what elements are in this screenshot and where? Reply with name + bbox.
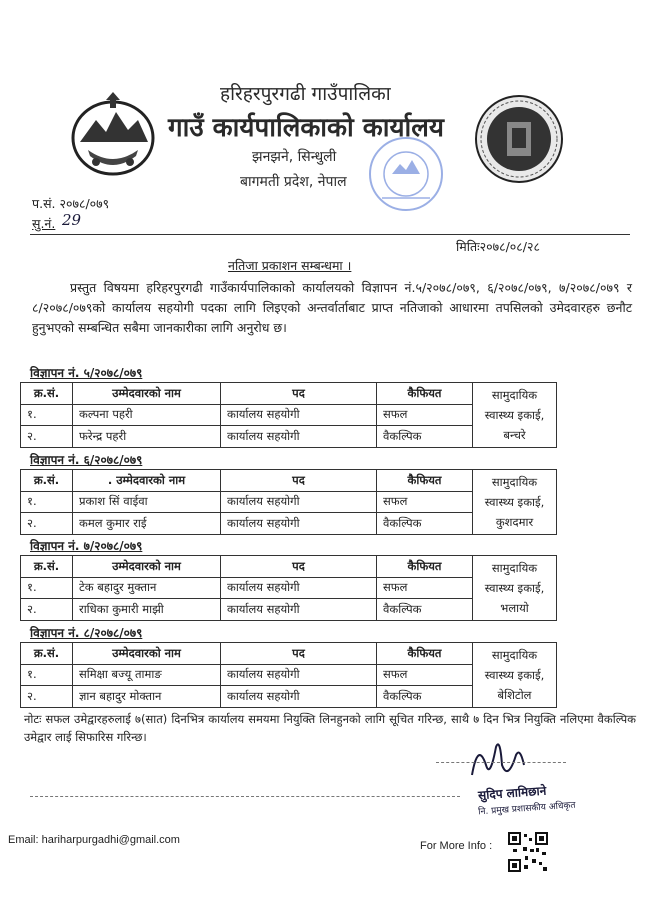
office-province: बागमती प्रदेश, नेपाल [240, 174, 347, 190]
candidate-name-cell: राधिका कुमारी माझी [73, 599, 221, 621]
candidate-name-cell: ज्ञान बहादुर मोक्तान [73, 686, 221, 708]
candidate-name-cell: प्रकाश सिं वाईवा [73, 491, 221, 513]
nepal-emblem-logo [66, 90, 160, 180]
post-header: पद [221, 470, 377, 492]
results-table [20, 555, 557, 621]
signature [468, 735, 528, 783]
municipality-seal-logo [474, 94, 564, 184]
post-cell: कार्यालय सहयोगी [221, 491, 377, 513]
more-info-label: For More Info : [420, 840, 493, 852]
office-stamp [362, 132, 450, 216]
health-unit-cell [473, 383, 557, 448]
remarks-header: कैफियत [377, 470, 473, 492]
sn-cell: १. [21, 491, 73, 513]
sn-header: क्र.सं. [21, 383, 73, 405]
advertisement-number: विज्ञापन नं. ८/२०७८/०७९ [30, 626, 143, 640]
footer-divider [30, 796, 460, 797]
sn-header: क्र.सं. [21, 470, 73, 492]
sn-header: क्र.सं. [21, 556, 73, 578]
name-header: . उम्मेदवारको नाम [73, 470, 221, 492]
post-header: पद [221, 556, 377, 578]
health-unit-line: सामुदायिक [491, 648, 538, 662]
sn-header: क्र.सं. [21, 643, 73, 665]
health-unit-line: स्वास्थ्य इकाई, [484, 668, 545, 682]
sn-cell: २. [21, 426, 73, 448]
signatory-name: सुदिप लामिछाने [477, 783, 547, 803]
name-header: उम्मेदवारको नाम [73, 556, 221, 578]
header-divider [30, 234, 630, 235]
advertisement-number: विज्ञापन नं. ५/२०७८/०७९ [30, 366, 143, 380]
post-header: पद [221, 643, 377, 665]
name-header: उम्मेदवारको नाम [73, 383, 221, 405]
sn-cell: २. [21, 686, 73, 708]
post-cell: कार्यालय सहयोगी [221, 599, 377, 621]
remarks-header: कैफियत [377, 643, 473, 665]
candidate-name-cell: समिक्षा बज्यू तामाङ [73, 664, 221, 686]
health-unit-line: बन्चरे [503, 428, 526, 442]
sn-cell: १. [21, 664, 73, 686]
qr-code [508, 832, 548, 872]
status-cell: सफल [377, 404, 473, 426]
post-cell: कार्यालय सहयोगी [221, 513, 377, 535]
health-unit-line: भलायो [500, 601, 529, 615]
post-cell: कार्यालय सहयोगी [221, 577, 377, 599]
subject-line: नतिजा प्रकाशन सम्बन्धमा । [228, 258, 352, 273]
status-cell: वैकल्पिक [377, 599, 473, 621]
contact-email: Email: hariharpurgadhi@gmail.com [8, 834, 180, 846]
fiscal-year: प.सं. २०७८/०७९ [32, 196, 110, 211]
health-unit-line: सामुदायिक [491, 561, 538, 575]
body-paragraph: प्रस्तुत विषयमा हरिहरपुरगढी गाउँकार्यपालिकाको कार्यालयको विज्ञापन नं.५/२०७८/०७९, ६/२०७८/०७९, ७/२०७८/०७९ र ८/२०७८/०७९को कार्यालय सहयोगी पदका लागि लिइएको अन्तर्वार्ताबाट प्राप्त नतिजाको आधारमा तपसिलको उमेदवारहरु छनौट हुनुभएको सम्बन्धित सबैमा जानकारीका लागि अनुरोध छ। [32, 280, 632, 335]
table-header-row [21, 383, 557, 405]
results-table [20, 469, 557, 535]
post-cell: कार्यालय सहयोगी [221, 426, 377, 448]
table-header-row [21, 643, 557, 665]
letter-number-label: सु.नं. [32, 216, 56, 231]
results-table [20, 642, 557, 708]
advertisement-number: विज्ञापन नं. ७/२०७८/०७९ [30, 539, 143, 553]
candidate-name-cell: फरेन्द्र पहरी [73, 426, 221, 448]
office-name: गाउँ कार्यपालिकाको कार्यालय [168, 113, 444, 143]
health-unit-line: स्वास्थ्य इकाई, [484, 495, 545, 509]
remarks-header: कैफियत [377, 556, 473, 578]
status-cell: सफल [377, 664, 473, 686]
post-cell: कार्यालय सहयोगी [221, 404, 377, 426]
status-cell: सफल [377, 491, 473, 513]
status-cell: वैकल्पिक [377, 686, 473, 708]
status-cell: सफल [377, 577, 473, 599]
sn-cell: १. [21, 404, 73, 426]
health-unit-line: सामुदायिक [491, 388, 538, 402]
health-unit-line: सामुदायिक [491, 475, 538, 489]
post-cell: कार्यालय सहयोगी [221, 664, 377, 686]
health-unit-cell [473, 643, 557, 708]
candidate-name-cell: टेक बहादुर मुक्तान [73, 577, 221, 599]
name-header: उम्मेदवारको नाम [73, 643, 221, 665]
health-unit-line: कुशदमार [495, 515, 534, 529]
sn-cell: २. [21, 513, 73, 535]
health-unit-cell [473, 556, 557, 621]
table-header-row [21, 470, 557, 492]
sn-cell: २. [21, 599, 73, 621]
sn-cell: १. [21, 577, 73, 599]
advertisement-number: विज्ञापन नं. ६/२०७८/०७९ [30, 453, 143, 467]
health-unit-line: स्वास्थ्य इकाई, [484, 408, 545, 422]
signatory-title: नि. प्रमुख प्रशासकीय अधिकृत [477, 800, 576, 818]
signature-line [436, 762, 566, 763]
candidate-name-cell: कल्पना पहरी [73, 404, 221, 426]
candidate-name-cell: कमल कुमार राई [73, 513, 221, 535]
remarks-header: कैफियत [377, 383, 473, 405]
letter-number: 29 [62, 211, 82, 229]
status-cell: वैकल्पिक [377, 426, 473, 448]
post-cell: कार्यालय सहयोगी [221, 686, 377, 708]
office-location: झनझने, सिन्धुली [252, 149, 337, 165]
post-header: पद [221, 383, 377, 405]
status-cell: वैकल्पिक [377, 513, 473, 535]
issue-date: मितिः२०७८/०८/२८ [456, 239, 541, 254]
results-table [20, 382, 557, 448]
health-unit-line: स्वास्थ्य इकाई, [484, 581, 545, 595]
municipality-name: हरिहरपुरगढी गाउँपालिका [220, 83, 391, 105]
table-header-row [21, 556, 557, 578]
note-text: नोटः सफल उमेद्वारहरुलाई ७(सात) दिनभित्र कार्यालय समयमा नियुक्ति लिनहुनको लागि सूचित गरिन्छ, साथै ७ दिन भित्र नियुक्ति नलिएमा वैकल्पिक उमेद्वार लाई सिफारिस गरिन्छ। [24, 712, 636, 744]
health-unit-line: बेशिटोल [497, 688, 532, 702]
health-unit-cell [473, 470, 557, 535]
